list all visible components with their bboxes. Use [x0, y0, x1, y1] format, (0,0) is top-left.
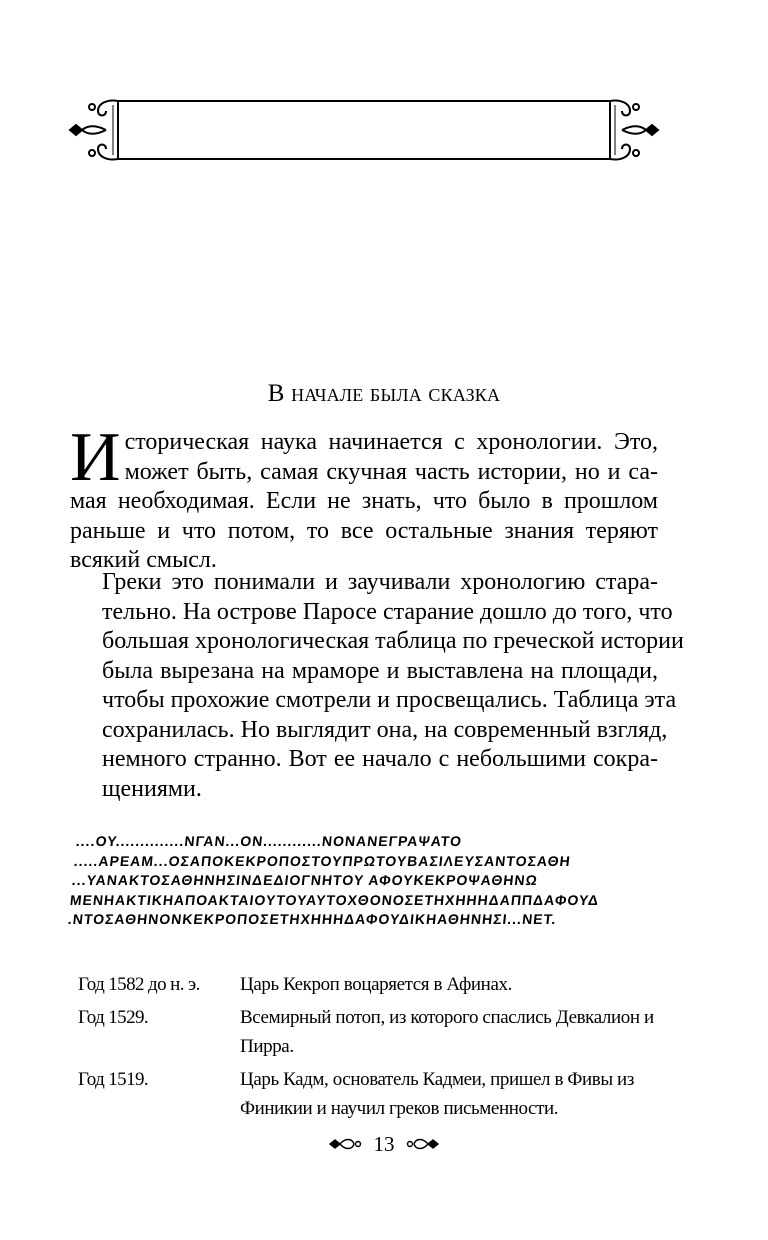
text-line: чтобы прохожие смотрели и просвещались. Таблица эта: [102, 687, 677, 713]
text-line: всякий смысл.: [70, 547, 217, 573]
text-line: раньше и что потом, то все остальные знания теряют: [70, 517, 658, 544]
entry-event: Всемирный потоп, из которого спаслись Девкалион и Пирра.: [240, 1007, 654, 1057]
ornamental-frame-icon: [68, 95, 660, 165]
chapter-title: В начале была сказка: [267, 380, 501, 407]
greek-inscription: [67, 832, 663, 930]
text-line: сохранилась. Но выглядит она, на современный взгляд,: [102, 716, 668, 743]
chapter-header-frame: [68, 95, 660, 165]
chronology-table: [78, 970, 658, 1127]
chronology-entry: [78, 1065, 658, 1123]
text-line: щениями.: [102, 775, 202, 802]
inscription-line: ...ΥΑΝΑΚΤΟΣΑΘΗΝΗΣΙΝΔΕΔΙΟΓΝΗΤΟΥ ΑΦΟΥΚΕΚΡΟΨΑΘΗΝΩ: [71, 872, 539, 888]
text-line: была вырезана на мраморе и выставлена на площади,: [102, 657, 658, 684]
inscription-line: .....ΑΡΕΑΜ...ΟΣΑΠΟΚΕΚΡΟΠΟΣΤΟΥΠΡΩΤΟΥΒΑΣΙΛΕΥΣΑΝΤΟΣΑΘΗ: [73, 852, 572, 869]
entry-year: Год 1582 до н. э.: [78, 974, 200, 995]
paragraph-intro: [70, 419, 658, 576]
entry-year: Год 1519.: [78, 1069, 149, 1090]
text-line: мая необходимая. Если не знать, что было в прошлом: [70, 488, 658, 514]
drop-cap: И: [70, 419, 121, 496]
chronology-entry: [78, 970, 658, 999]
text-line: сторическая наука начинается с хронологии. Это,: [124, 429, 658, 455]
text-line: тельно. На острове Паросе старание дошло до того, что: [102, 598, 673, 625]
text-line: большая хронологическая таблица по греческой истории: [102, 628, 684, 654]
text-line: Греки это понимали и заучивали хронологию стара-: [102, 569, 658, 595]
entry-event: Царь Кекроп воцаряется в Афинах.: [240, 974, 512, 995]
entry-event: Царь Кадм, основатель Кадмеи, пришел в Фивы из Финикии и научил греков письменности.: [240, 1069, 634, 1119]
text-line: немного странно. Вот ее начало с небольшими сокра-: [102, 746, 658, 772]
inscription-line: ΜΕΝΗΑΚΤΙΚΗΑΠΟΑΚΤΑΙΟΥΤΟΥΑΥΤΟΧΘΟΝΟΣΕΤΗΧΗΗΗΔΑΠΠΔΑΦΟΥΔ: [69, 891, 601, 908]
page-footer: [0, 1130, 768, 1157]
left-ornament-icon: [328, 1137, 362, 1151]
right-ornament-icon: [406, 1137, 440, 1151]
entry-year: Год 1529.: [78, 1007, 149, 1028]
inscription-line: ....ΟΥ..............ΝΓΑΝ...ΟΝ............ΝΟΝΑΝΕΓΡΑΨΑΤΟ: [75, 833, 463, 849]
text-line: может быть, самая скучная часть истории, но и са-: [124, 458, 658, 485]
paragraph-greeks: [70, 568, 684, 804]
chronology-entry: [78, 1003, 658, 1061]
page-number: 13: [373, 1131, 395, 1156]
inscription-line: .ΝΤΟΣΑΘΗΝΟΝΚΕΚΡΟΠΟΣΕΤΗΧΗΗΗΔΑΦΟΥΔΙΚΗΑΘΗΝΗΣΙ...ΝΕΤ.: [67, 911, 558, 927]
